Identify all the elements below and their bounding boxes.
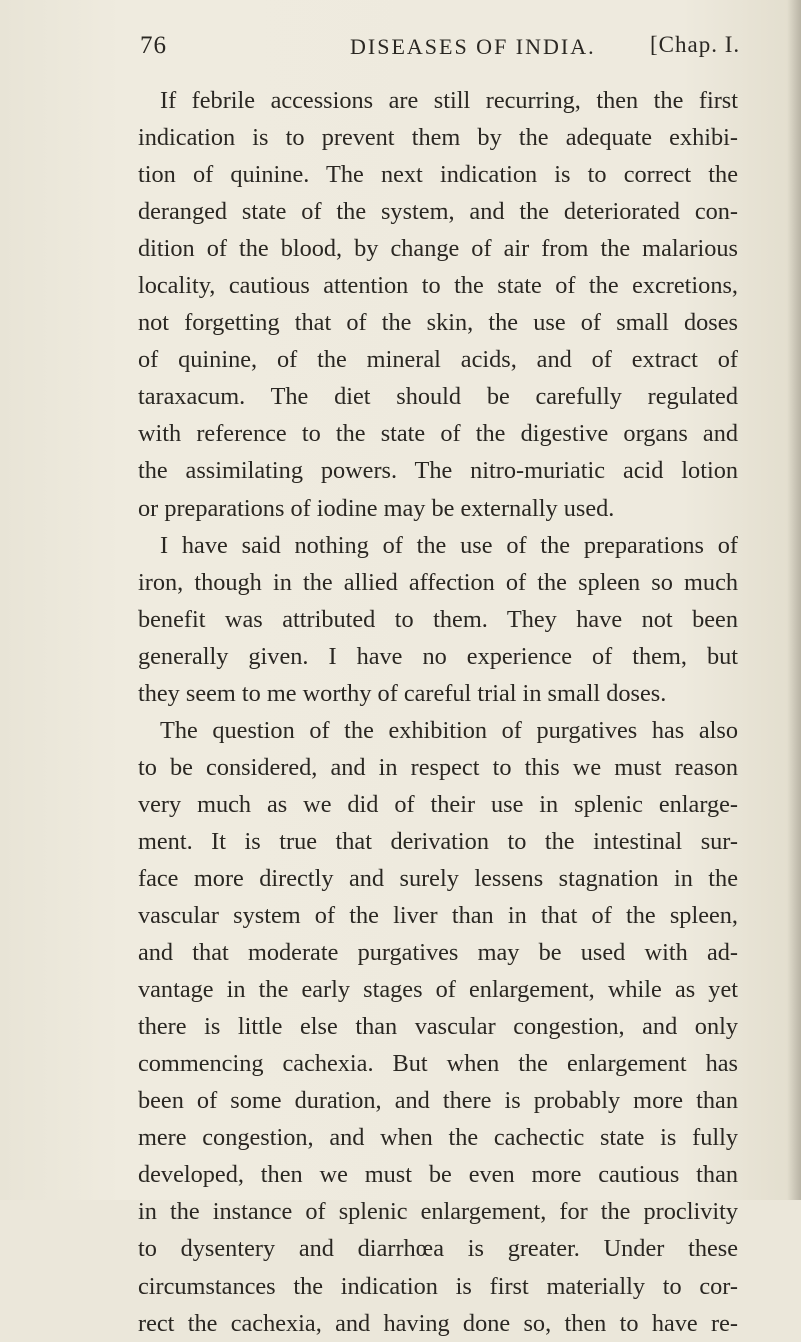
text-line: The question of the exhibition of purgatives has also [160,716,738,744]
body-text [138,82,738,1342]
text-line: of quinine, of the mineral acids, and of extract of [138,346,738,374]
text-line: taraxacum. The diet should be carefully regulated [138,383,738,411]
chapter-mark: [Chap. I. [650,32,741,57]
text-line: to dysentery and diarrhœa is greater. Under these [138,1235,738,1263]
text-line: not forgetting that of the skin, the use of small doses [138,309,738,337]
text-line: they seem to me worthy of careful trial in small doses. [138,679,667,707]
text-line: If febrile accessions are still recurring, then the first [160,87,738,114]
text-line: tion of quinine. The next indication is to correct the [138,161,738,189]
text-line: with reference to the state of the digestive organs and [138,420,738,448]
text-line: rect the cachexia, and having done so, then to have re- [138,1309,738,1337]
text-line: commencing cachexia. But when the enlargement has [138,1050,738,1078]
text-line: I have said nothing of the use of the preparations of [160,531,738,559]
text-line: ment. It is true that derivation to the intestinal sur- [138,827,738,855]
text-line: there is little else than vascular congestion, and only [138,1013,738,1041]
text-line: or preparations of iodine may be externally used. [138,494,615,522]
text-line: dition of the blood, by change of air from the malarious [138,235,738,263]
text-line: benefit was attributed to them. They have not been [138,605,738,633]
text-line: the assimilating powers. The nitro-muriatic acid lotion [138,457,738,485]
page-number: 76 [140,32,167,59]
page-edge-shadow [787,0,801,1200]
text-line: locality, cautious attention to the state of the excretions, [138,272,738,300]
page-header [140,32,750,72]
text-line: deranged state of the system, and the deteriorated con- [138,198,738,226]
text-line: very much as we did of their use in splenic enlarge- [138,790,738,818]
text-line: vascular system of the liver than in that of the spleen, [138,902,738,930]
text-line: been of some duration, and there is probably more than [138,1087,738,1115]
text-line: circumstances the indication is first materially to cor- [138,1272,738,1300]
text-line: and that moderate purgatives may be used with ad- [138,939,738,967]
text-line: in the instance of splenic enlargement, for the proclivity [138,1198,738,1226]
text-line: mere congestion, and when the cachectic state is fully [138,1124,738,1152]
text-line: face more directly and surely lessens stagnation in the [138,864,738,892]
text-line: generally given. I have no experience of them, but [138,642,738,670]
running-head: DISEASES OF INDIA. [350,34,596,59]
text-line: to be considered, and in respect to this we must reason [138,753,738,781]
text-line: indication is to prevent them by the adequate exhibi- [138,124,738,152]
text-line: vantage in the early stages of enlargement, while as yet [138,976,738,1004]
text-line: developed, then we must be even more cautious than [138,1161,738,1189]
text-line: iron, though in the allied affection of the spleen so much [138,568,738,596]
